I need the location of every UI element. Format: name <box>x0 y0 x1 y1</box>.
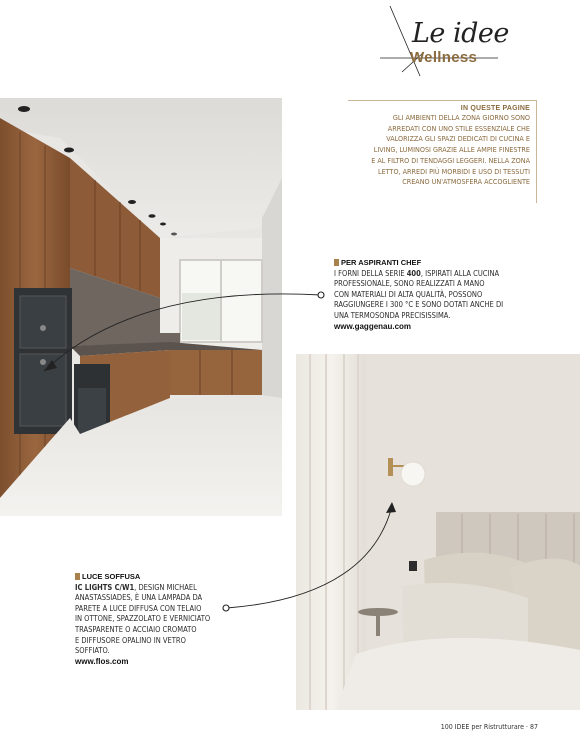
intro-box <box>348 100 537 203</box>
callout-title: PER ASPIRANTI CHEF <box>334 258 534 269</box>
intro-line: E AL FILTRO DI TENDAGGI LEGGERI. NELLA ZONA <box>371 155 530 165</box>
bedroom-photo <box>296 354 580 710</box>
callout-line: E DIFFUSORE OPALINO IN VETRO <box>75 635 186 645</box>
title-marker <box>75 573 80 580</box>
callout-line: ANASTASSIADES, È UNA LAMPADA DA <box>75 593 203 603</box>
intro-line: ARREDATI CON UNO STILE ESSENZIALE CHE <box>387 123 530 133</box>
intro-line: LIVING, LUMINOSI GRAZIE ALLE AMPIE FINESTRE <box>373 145 530 155</box>
callout-line: UNA TERMOSONDA PRECISISSIMA. <box>334 310 451 320</box>
kitchen-photo <box>0 98 282 516</box>
callout-line: PROFESSIONALE, SONO REALIZZATI A MANO <box>334 279 485 289</box>
callout-lamp <box>75 572 225 667</box>
callout-line: IN OTTONE, SPAZZOLATO E VERNICIATO <box>75 614 211 624</box>
callout-title: LUCE SOFFUSA <box>75 572 225 583</box>
section-title: Wellness <box>410 49 478 66</box>
intro-title: IN QUESTE PAGINE <box>460 105 530 112</box>
website-link[interactable]: www.flos.com <box>75 656 129 666</box>
callout-line: TRASPARENTE O ACCIAIO CROMATO <box>75 624 197 634</box>
callout-line: RAGGIUNGERE I 300 °C E SONO DOTATI ANCHE DI <box>334 300 504 310</box>
page-footer: 100 IDEE per Ristrutturare · 87 <box>440 723 538 731</box>
intro-line: VALORIZZA GLI SPAZI DEDICATI DI CUCINA E <box>386 134 530 144</box>
callout-line: PARETE A LUCE DIFFUSA CON TELAIO <box>75 603 202 613</box>
callout-line: I FORNI DELLA SERIE 400, ISPIRATI ALLA CUCINA <box>334 268 500 278</box>
intro-body <box>348 113 530 188</box>
callout-line: IC LIGHTS C/W1, DESIGN MICHAEL <box>75 582 197 592</box>
callout-line: SOFFIATO. <box>75 646 110 656</box>
callout-oven <box>334 258 534 332</box>
title-marker <box>334 259 339 266</box>
intro-line: CREANO UN'ATMOSFERA ACCOGLIENTE <box>402 177 530 187</box>
callout-line: CON MATERIALI DI ALTA QUALITÀ, POSSONO <box>334 289 483 299</box>
website-link[interactable]: www.gaggenau.com <box>334 321 412 331</box>
intro-line: LETTO, ARREDI PIÙ MORBIDI E USO DI TESSUTI <box>377 166 530 176</box>
section-script-title: Le idee <box>412 18 509 49</box>
intro-line: GLI AMBIENTI DELLA ZONA GIORNO SONO <box>392 113 530 122</box>
